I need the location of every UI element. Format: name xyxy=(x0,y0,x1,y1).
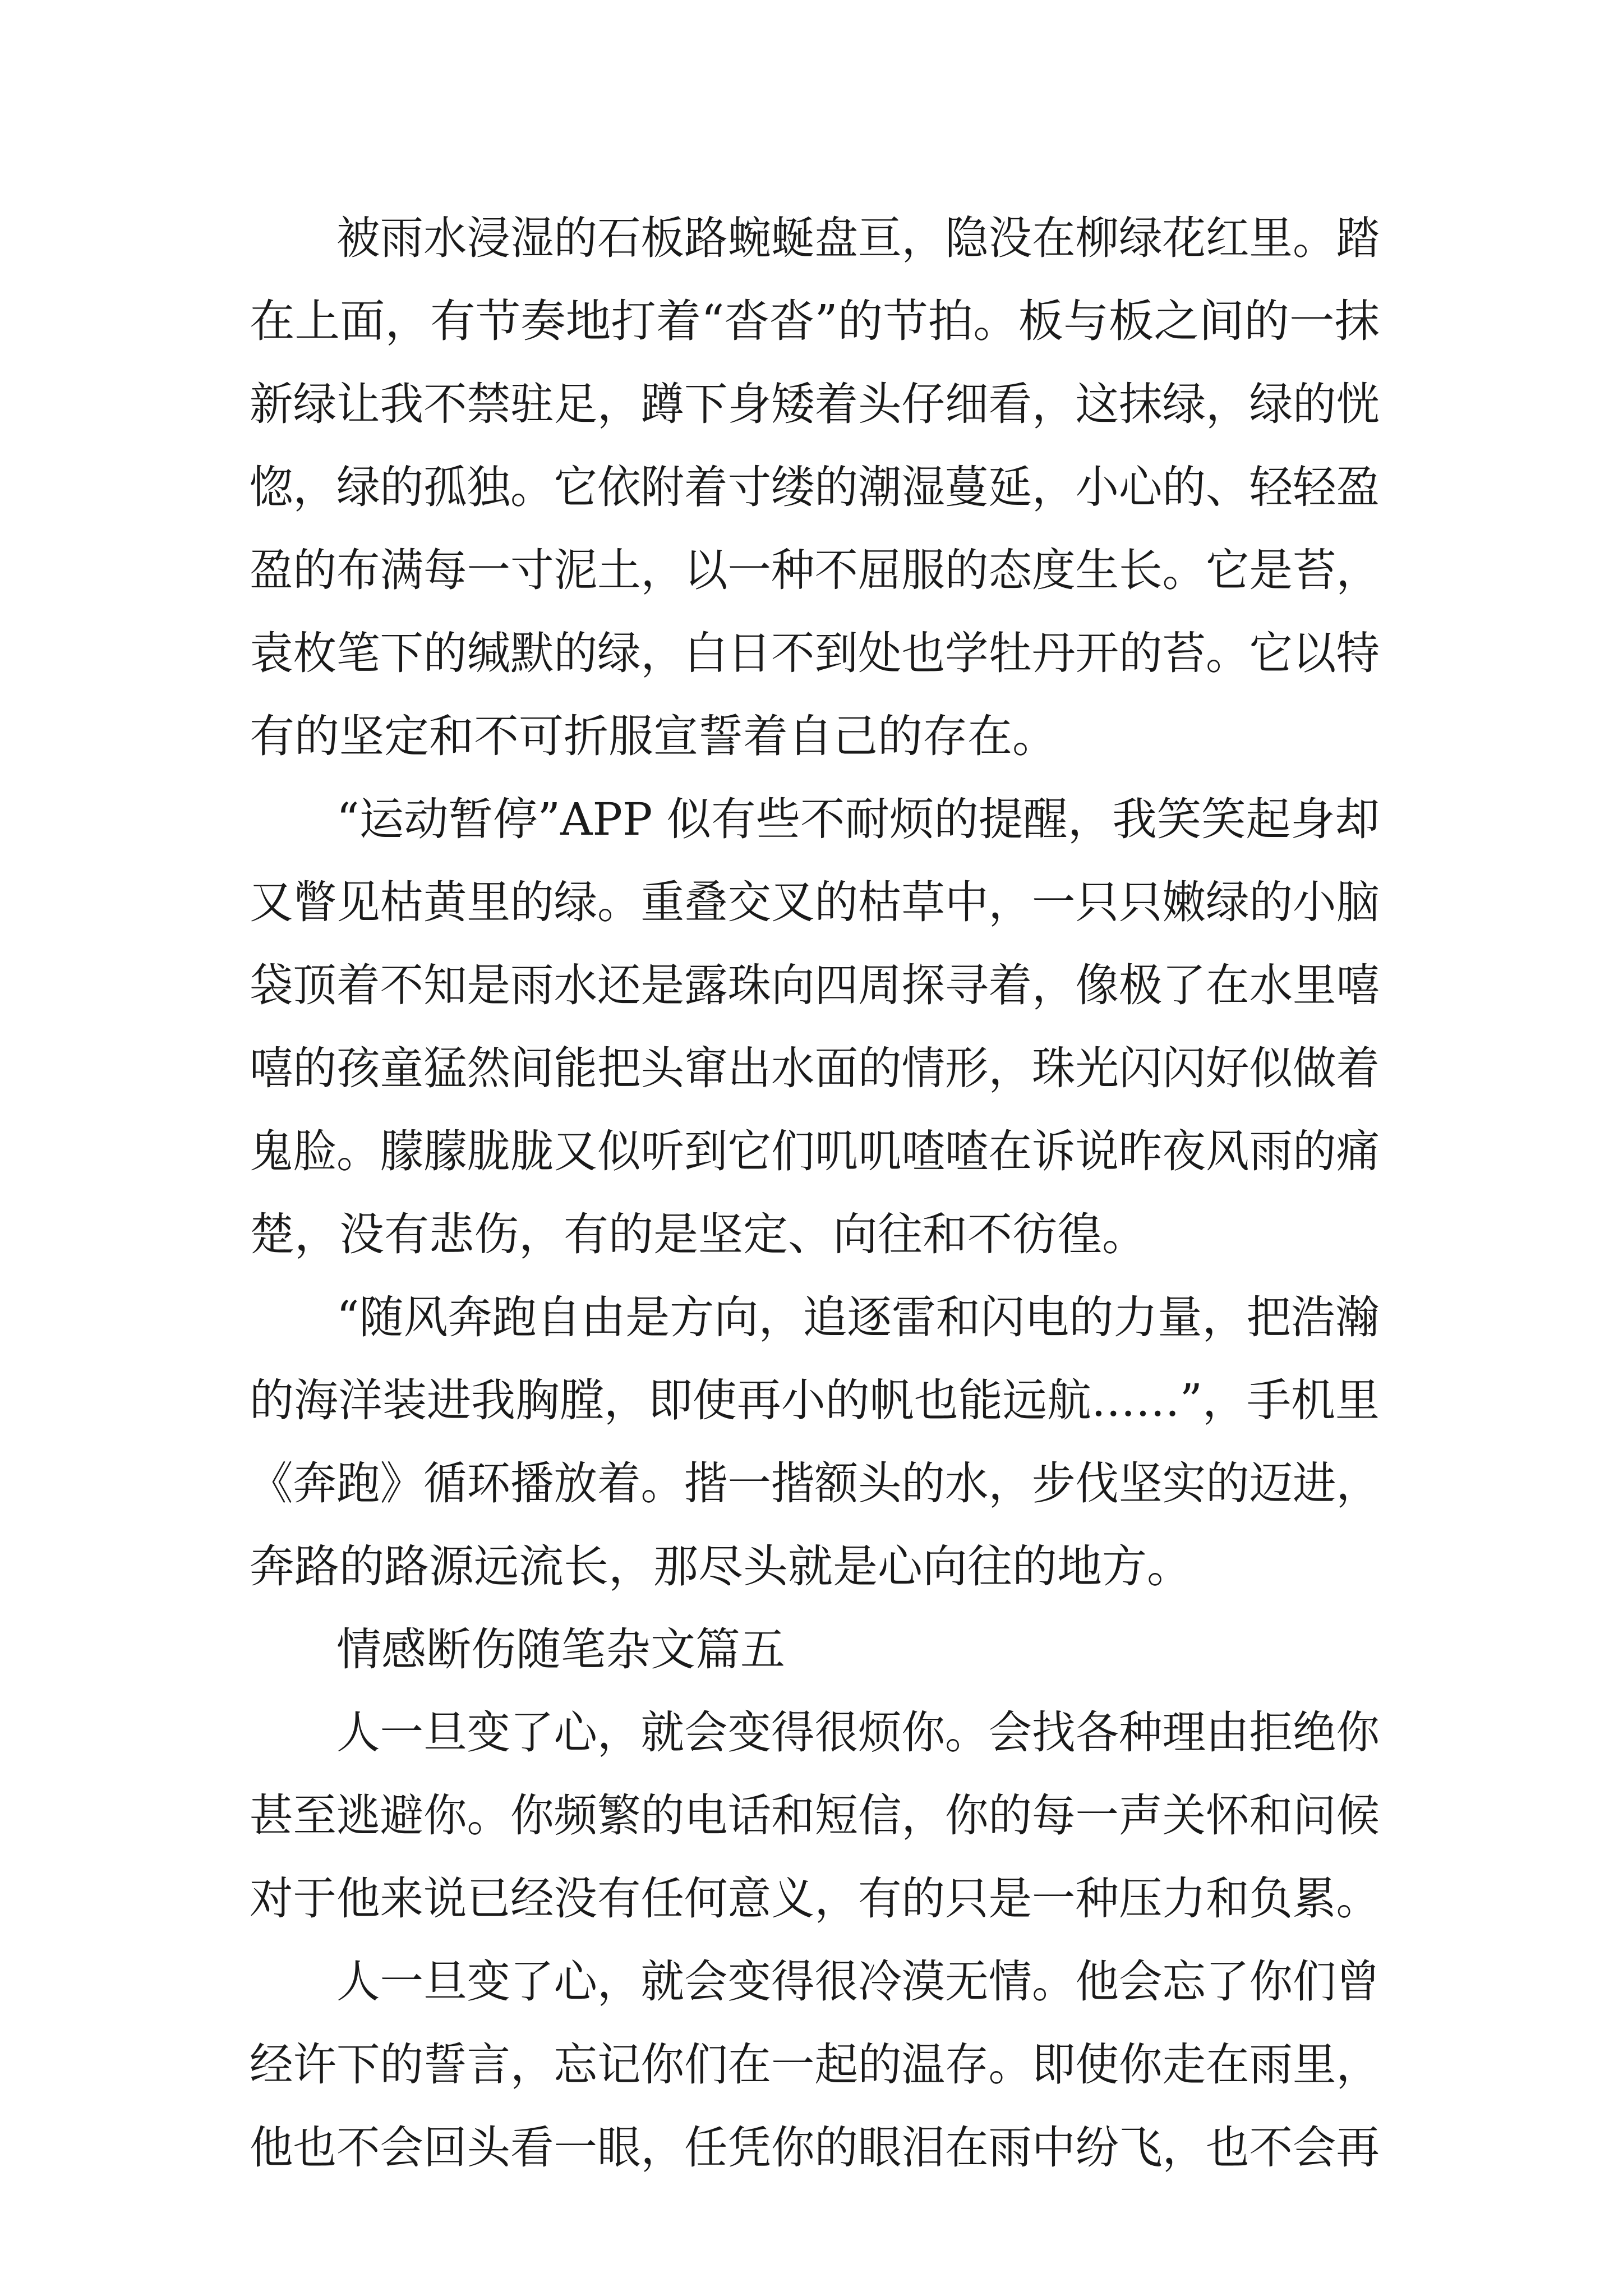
text-line: 盈的布满每一寸泥土，以一种不屈服的态度生长。它是苔， xyxy=(250,544,1380,596)
text-line: 经许下的誓言，忘记你们在一起的温存。即使你走在雨里， xyxy=(250,2039,1380,2091)
text-line: 被雨水浸湿的石板路蜿蜒盘亘，隐没在柳绿花红里。踏 xyxy=(336,212,1380,264)
text-line: 惚，绿的孤独。它依附着寸缕的潮湿蔓延，小心的、轻轻盈 xyxy=(250,461,1380,513)
text-line: 《奔跑》循环播放着。揩一揩额头的水，步伐坚实的迈进， xyxy=(250,1457,1380,1510)
text-line: 新绿让我不禁驻足，蹲下身矮着头仔细看，这抹绿，绿的恍 xyxy=(250,378,1380,430)
text-line: 嘻的孩童猛然间能把头窜出水面的情形，珠光闪闪好似做着 xyxy=(250,1042,1380,1094)
text-line: 又瞥见枯黄里的绿。重叠交叉的枯草中，一只只嫩绿的小脑 xyxy=(250,876,1380,928)
text-line: 在上面，有节奏地打着“沓沓”的节拍。板与板之间的一抹 xyxy=(250,295,1380,347)
text-line: 有的坚定和不可折服宣誓着自己的存在。 xyxy=(250,710,1057,762)
text-line: 人一旦变了心，就会变得很冷漠无情。他会忘了你们曾 xyxy=(336,1955,1380,2008)
text-line: “运动暂停”APP 似有些不耐烦的提醒，我笑笑起身却 xyxy=(336,793,1380,845)
text-line: 甚至逃避你。你频繁的电话和短信，你的每一声关怀和问候 xyxy=(250,1789,1380,1842)
text-line: 人一旦变了心，就会变得很烦你。会找各种理由拒绝你 xyxy=(336,1706,1380,1759)
text-line: 对于他来说已经没有任何意义，有的只是一种压力和负累。 xyxy=(250,1872,1380,1925)
text-line: “随风奔跑自由是方向，追逐雷和闪电的力量，把浩瀚 xyxy=(336,1291,1380,1343)
text-line: 袁枚笔下的缄默的绿，白日不到处也学牡丹开的苔。它以特 xyxy=(250,627,1380,679)
text-line: 鬼脸。朦朦胧胧又似听到它们叽叽喳喳在诉说昨夜风雨的痛 xyxy=(250,1125,1380,1177)
text-line: 楚，没有悲伤，有的是坚定、向往和不彷徨。 xyxy=(250,1208,1147,1260)
text-line: 奔路的路源远流长，那尽头就是心向往的地方。 xyxy=(250,1540,1192,1593)
section-heading: 情感断伤随笔杂文篇五 xyxy=(336,1623,785,1676)
text-line: 他也不会回头看一眼，任凭你的眼泪在雨中纷飞，也不会再 xyxy=(250,2122,1380,2174)
text-line: 的海洋装进我胸膛，即使再小的帆也能远航……”，手机里 xyxy=(250,1374,1380,1427)
text-line: 袋顶着不知是雨水还是露珠向四周探寻着，像极了在水里嘻 xyxy=(250,959,1380,1011)
